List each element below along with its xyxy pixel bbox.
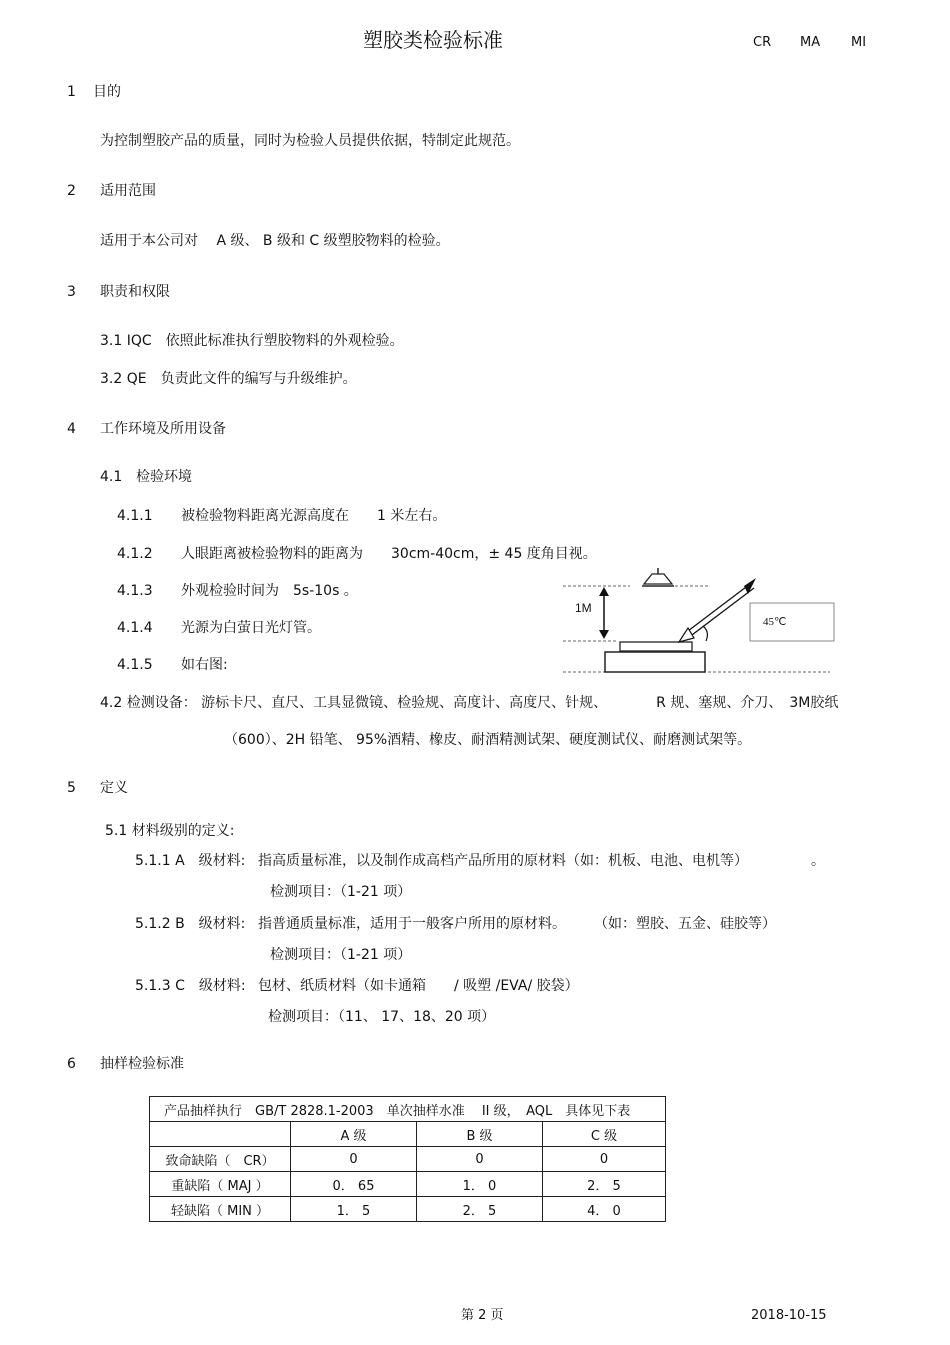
table-header-row — [150, 1122, 666, 1147]
item-4-1-5-number: 4.1.5 — [117, 657, 153, 673]
item-4-1-1-number: 4.1.1 — [117, 508, 153, 524]
section-1-heading: 目的 — [93, 84, 121, 100]
section-2-number: 2 — [67, 183, 76, 199]
section-5-heading: 定义 — [100, 780, 128, 796]
table-row — [150, 1172, 666, 1197]
row-cr-b: 0 — [417, 1147, 543, 1172]
viewing-arrow — [679, 578, 756, 642]
section-4-number: 4 — [67, 421, 76, 437]
item-4-1-4-number: 4.1.4 — [117, 620, 153, 636]
item-4-1-2-text: 人眼距离被检验物料的距离为 30cm-40cm，± 45 度角目视。 — [181, 546, 597, 562]
grade-a-desc: 指高质量标准，以及制作成高档产品所用的原材料（如：机板、电池、电机等） 。 — [258, 853, 825, 869]
sampling-table — [149, 1096, 666, 1222]
section-6-heading: 抽样检验标准 — [100, 1056, 184, 1072]
section-6-number: 6 — [67, 1056, 76, 1072]
table-header-b: B 级 — [417, 1122, 543, 1147]
item-4-1-5-text: 如右图: — [181, 657, 228, 673]
table-row — [150, 1147, 666, 1172]
row-cr-a: 0 — [291, 1147, 417, 1172]
row-maj-a: 0． 65 — [291, 1172, 417, 1197]
row-min-c: 4． 0 — [543, 1197, 666, 1222]
grade-c-items: 检测项目：（11、 17、18、20 项） — [268, 1009, 496, 1025]
subsection-5-1-heading: 5.1 材料级别的定义: — [105, 823, 235, 839]
grade-b-desc: 指普通质量标准，适用于一般客户所用的原材料。 （如：塑胶、五金、硅胶等） — [258, 916, 776, 932]
section-2-text: 适用于本公司对 A 级、 B 级和 C 级塑胶物料的检验。 — [100, 233, 450, 249]
document-date: 2018-10-15 — [751, 1308, 827, 1323]
height-arrow — [599, 587, 609, 639]
table-row — [150, 1197, 666, 1222]
angle-arc — [703, 626, 707, 641]
item-4-1-1-text: 被检验物料距离光源高度在 1 米左右。 — [181, 508, 447, 524]
table-header-a: A 级 — [291, 1122, 417, 1147]
section-3-number: 3 — [67, 284, 76, 300]
grade-c-label: 5.1.3 C 级材料: — [135, 978, 246, 994]
subsection-4-2-line-2: （600）、2H 铅笔、 95%酒精、橡皮、耐酒精测试架、硬度测试仪、耐磨测试架等。 — [224, 732, 752, 748]
item-4-1-3-text: 外观检验时间为 5s-10s 。 — [181, 583, 358, 599]
inspection-table — [605, 652, 705, 672]
grade-a-label: 5.1.1 A 级材料: — [135, 853, 246, 869]
section-4-heading: 工作环境及所用设备 — [100, 421, 226, 437]
tag-mi: MI — [851, 35, 867, 50]
tag-ma: MA — [800, 35, 821, 50]
page-number: 第 2 页 — [461, 1308, 504, 1323]
row-min-label: 轻缺陷（ MIN ） — [150, 1197, 291, 1222]
lamp-icon — [642, 568, 674, 586]
section-3-item-1: 3.1 IQC 依照此标准执行塑胶物料的外观检验。 — [100, 333, 404, 349]
workpiece — [620, 642, 692, 651]
row-cr-c: 0 — [543, 1147, 666, 1172]
tag-cr: CR — [753, 35, 772, 50]
row-maj-c: 2． 5 — [543, 1172, 666, 1197]
grade-b-items: 检测项目：（1-21 项） — [270, 947, 412, 963]
section-3-item-2: 3.2 QE 负责此文件的编写与升级维护。 — [100, 371, 357, 387]
inspection-diagram — [560, 562, 840, 682]
section-2-heading: 适用范围 — [100, 183, 156, 199]
section-1-number: 1 — [67, 84, 76, 100]
table-caption-row — [150, 1097, 666, 1122]
table-caption: 产品抽样执行 GB/T 2828.1-2003 单次抽样水准 II 级， AQL 具体见下表 — [150, 1097, 666, 1122]
row-cr-label: 致命缺陷（ CR） — [150, 1147, 291, 1172]
item-4-1-2-number: 4.1.2 — [117, 546, 153, 562]
table-header-c: C 级 — [543, 1122, 666, 1147]
page-title: 塑胶类检验标准 — [363, 28, 503, 52]
angle-label: 45℃ — [763, 616, 787, 628]
height-label: 1M — [575, 601, 592, 615]
section-1-text: 为控制塑胶产品的质量，同时为检验人员提供依据，特制定此规范。 — [100, 133, 520, 149]
subsection-4-1-number: 4.1 — [100, 469, 123, 485]
row-maj-b: 1． 0 — [417, 1172, 543, 1197]
table-header-blank — [150, 1122, 291, 1147]
item-4-1-4-text: 光源为白萤日光灯管。 — [181, 620, 321, 636]
subsection-4-2-line-1: 4.2 检测设备： 游标卡尺、直尺、工具显微镜、检验规、高度计、高度尺、针规、 R 规、塞规、介刀、 3M胶纸 — [100, 695, 839, 711]
subsection-4-1-heading: 检验环境 — [136, 469, 192, 485]
row-maj-label: 重缺陷（ MAJ ） — [150, 1172, 291, 1197]
grade-a-items: 检测项目：（1-21 项） — [270, 884, 412, 900]
grade-b-label: 5.1.2 B 级材料: — [135, 916, 246, 932]
section-3-heading: 职责和权限 — [100, 284, 170, 300]
grade-c-desc: 包材、纸质材料（如卡通箱 / 吸塑 /EVA/ 胶袋） — [258, 978, 579, 994]
item-4-1-3-number: 4.1.3 — [117, 583, 153, 599]
row-min-a: 1． 5 — [291, 1197, 417, 1222]
section-5-number: 5 — [67, 780, 76, 796]
row-min-b: 2． 5 — [417, 1197, 543, 1222]
